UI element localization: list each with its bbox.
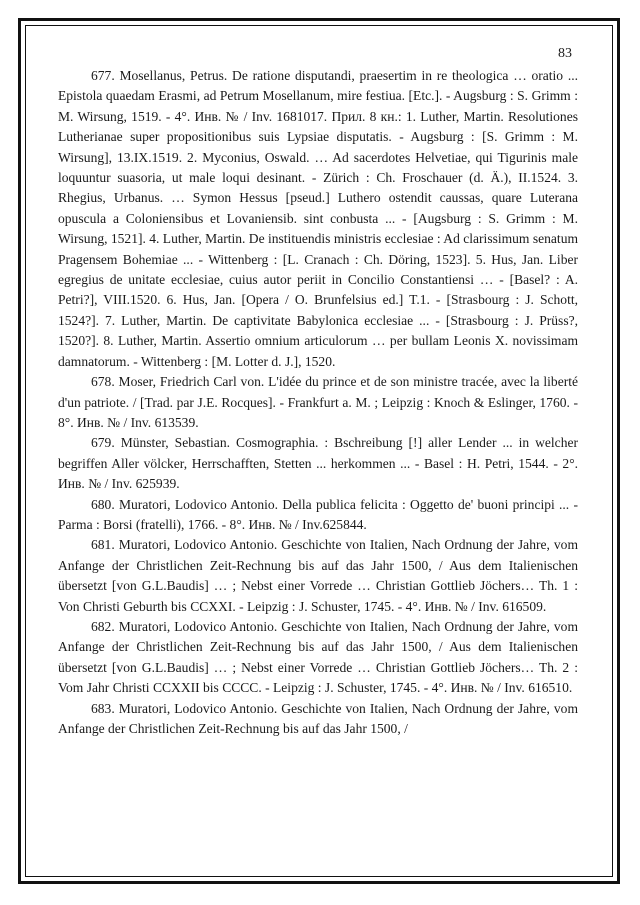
catalog-entry-679: 679. Münster, Sebastian. Cosmographia. : Bschreibung [!] aller Lender ... in welcher begriffen Aller völcker, Herrschafften, Stetten ... herkommen ... - Basel : H. Petri, 1544. - 2°. Инв. № / Inv. 625939.: [58, 435, 578, 492]
catalog-entries: [58, 66, 578, 739]
catalog-entry-680: 680. Muratori, Lodovico Antonio. Della publica felicita : Oggetto de' buoni principi ... - Parma : Borsi (fratelli), 1766. - 8°. Инв. № / Inv.625844.: [58, 496, 578, 532]
catalog-entry-677: 677. Mosellanus, Petrus. De ratione disputandi, praesertim in re theologica … oratio ... Epistola quaedam Erasmi, ad Petrum Mosellanum, mire festiua. [Etc.]. - Augsburg : S. Grimm : M. Wirsung, 1519. - 4°. Инв. № / Inv. 1681017. Прил. 8 кн.: 1. Luther, Martin. Resolutiones Lutherianae super propositionibus suis Lypsiae disputatis. - Augsburg : [S. Grimm : M. Wirsung], 13.IX.1519. 2. Myconius, Oswald. … Ad sacerdotes Helvetiae, qui Tigurinis male loquuntur suasoria, ut male loqui desinant. - Zürich : Ch. Froschauer (d. Ä.), II.1524. 3. Rhegius, Urbanus. … Symon Hessus [pseud.] Luthero ostendit caussas, quare Luterana opuscula a Coloniensibus et Lovaniensib. sint conbusta ... - [Augsburg : S. Grimm : M. Wirsung, 1521]. 4. Luther, Martin. De instituendis ministris ecclesiae : Ad clarissimum senatum Pragensem Bohemiae ... - Wittenberg : [L. Cranach : Ch. Döring, 1523]. 5. Hus, Jan. Liber egregius de unitate ecclesiae, cuius autor periit in Concilio Constantiensi … - [Basel? : A. Petri?], VIII.1520. 6. Hus, Jan. [Opera / O. Brunfelsius ed.] T.1. - [Strasbourg : J. Schott, 1524?]. 7. Luther, Martin. De captivitate Babylonica ecclesiae ... - [Strasbourg : J. Prüss?, 1520?]. 8. Luther, Martin. Assertio omnium articulorum … per bullam Leonis X. novissimam damnatorum. - Wittenberg : [M. Lotter d. J.], 1520.: [58, 68, 579, 369]
catalog-entry-678: 678. Moser, Friedrich Carl von. L'idée du prince et de son ministre tracée, avec la liberté d'un patriote. / [Trad. par J.E. Rocques]. - Frankfurt a. M. ; Leipzig : Knoch & Eslinger, 1760. - 8°. Инв. № / Inv. 613539.: [58, 374, 578, 430]
catalog-entry-682: 682. Muratori, Lodovico Antonio. Geschichte von Italien, Nach Ordnung der Jahre, vom Anfange der Christlichen Zeit-Rechnung bis auf das Jahr 1500, / Aus dem Italienischen übersetzt [von G.L.Baudis] … ; Nebst einer Vorrede … Christian Gottlieb Jöchers… Th. 2 : Vom Jahr Christi CCXXII bis CCCC. - Leipzig : J. Schuster, 1745. - 4°. Инв. № / Inv. 616510.: [58, 618, 578, 696]
page-number: 83: [558, 46, 572, 61]
catalog-entry-681: 681. Muratori, Lodovico Antonio. Geschichte von Italien, Nach Ordnung der Jahre, vom Anfange der Christlichen Zeit-Rechnung bis auf das Jahr 1500, / Aus dem Italienischen übersetzt [von G.L.Baudis] … ; Nebst einer Vorrede … Christian Gottlieb Jöchers… Th. 1 : Von Christi Geburth bis CCXXI. - Leipzig : J. Schuster, 1745. - 4°. Инв. № / Inv. 616509.: [58, 537, 578, 614]
catalog-entry-683: 683. Muratori, Lodovico Antonio. Geschichte von Italien, Nach Ordnung der Jahre, vom Anfange der Christlichen Zeit-Rechnung bis auf das Jahr 1500, /: [58, 700, 578, 736]
